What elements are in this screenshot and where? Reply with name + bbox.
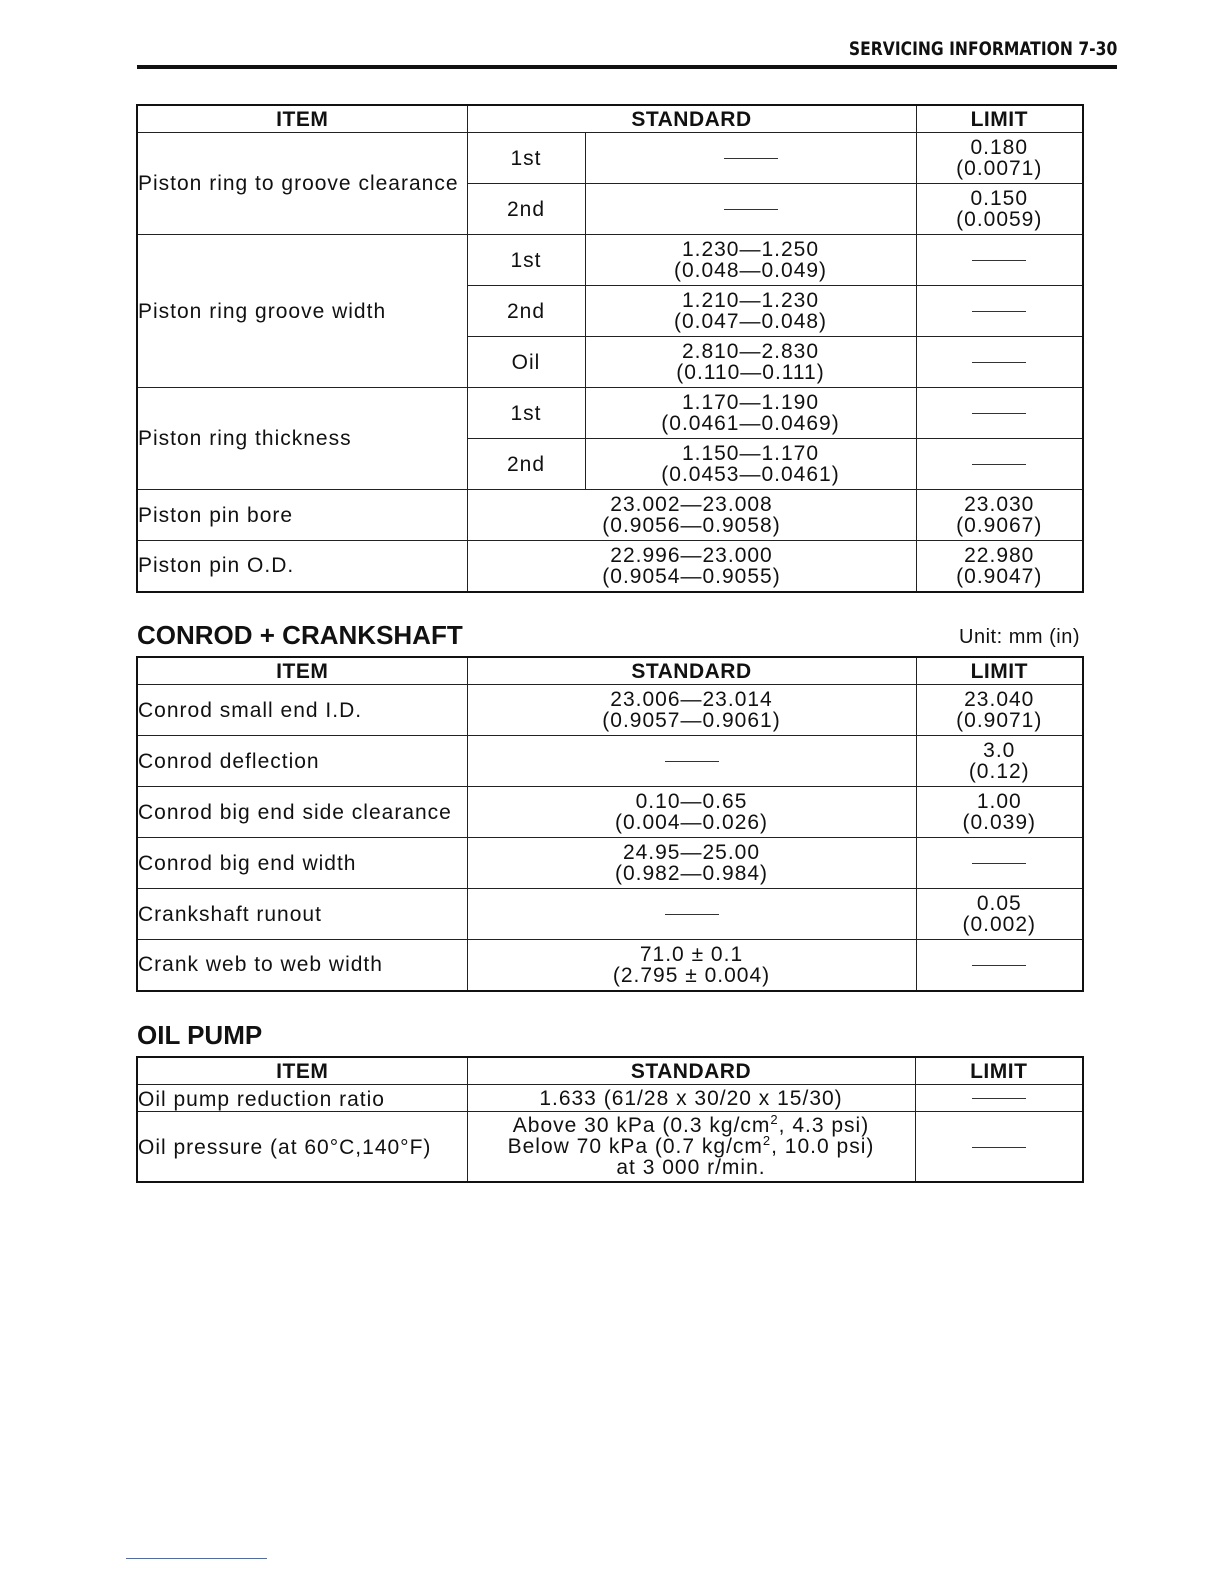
dash-mark — [972, 413, 1026, 414]
limit-cell — [916, 133, 1083, 184]
item-cell: Piston ring to groove clearance — [137, 133, 467, 235]
limit-cell — [916, 889, 1083, 940]
dash-mark — [665, 914, 719, 915]
dash-mark — [972, 1098, 1026, 1099]
dash-mark — [972, 362, 1026, 363]
value-line: 71.0 ± 0.1 — [639, 942, 744, 966]
sub-cell: 2nd — [467, 184, 585, 235]
standard-cell — [467, 685, 916, 736]
value-line: 0.05 — [976, 892, 1022, 915]
value-line: (0.0059) — [956, 208, 1043, 231]
oil-pump-table — [136, 1056, 1084, 1183]
value-line: (0.004—0.026) — [614, 811, 769, 834]
value-text: , 4.3 psi) — [778, 1114, 870, 1137]
item-cell: Conrod small end I.D. — [137, 685, 467, 736]
dash-mark — [972, 311, 1026, 312]
sub-cell: Oil — [467, 337, 585, 388]
limit-cell — [916, 838, 1083, 889]
item-cell: Piston ring groove width — [137, 235, 467, 388]
limit-cell — [916, 388, 1083, 439]
value-line: 1.210—1.230 — [681, 289, 820, 312]
value-line: (0.110—0.111) — [676, 361, 825, 384]
value-line: 0.10—0.65 — [635, 790, 748, 813]
sub-cell: 1st — [467, 235, 585, 286]
value-line: 2.810—2.830 — [681, 340, 820, 363]
header-standard: STANDARD — [467, 657, 916, 685]
limit-cell — [915, 1085, 1083, 1112]
standard-cell — [467, 490, 916, 541]
value-line: 0.150 — [970, 187, 1029, 210]
page-header-title: SERVICING INFORMATION 7-30 — [848, 38, 1117, 60]
item-cell: Piston pin bore — [137, 490, 467, 541]
table-row — [137, 1085, 1083, 1112]
footer-link-underline — [126, 1558, 267, 1559]
value-line: (0.9057—0.9061) — [602, 709, 781, 732]
dash-mark — [972, 260, 1026, 261]
table-row — [137, 235, 1083, 286]
item-cell: Piston pin O.D. — [137, 541, 467, 592]
item-cell: Conrod deflection — [137, 736, 467, 787]
value-line: (0.982—0.984) — [614, 862, 769, 885]
superscript: 2 — [762, 1133, 772, 1148]
standard-cell — [585, 388, 916, 439]
limit-cell — [916, 787, 1083, 838]
value-line: (0.047—0.048) — [673, 310, 828, 333]
header-standard: STANDARD — [467, 105, 916, 133]
item-cell: Conrod big end width — [137, 838, 467, 889]
value-line: 1.633 (61/28 x 30/20 x 15/30) — [539, 1087, 843, 1110]
limit-cell — [916, 184, 1083, 235]
item-cell: Oil pressure (at 60°C,140°F) — [137, 1112, 467, 1182]
table-row — [137, 685, 1083, 736]
standard-cell — [585, 133, 916, 184]
limit-cell — [916, 685, 1083, 736]
table-row — [137, 889, 1083, 940]
value-text: Above 30 kPa (0.3 kg/cm — [512, 1114, 771, 1137]
limit-cell — [916, 490, 1083, 541]
value-line: 24.95—25.00 — [622, 841, 761, 864]
value-line: (0.0453—0.0461) — [661, 463, 840, 486]
table-row — [137, 838, 1083, 889]
value-line: (0.9054—0.9055) — [602, 564, 781, 588]
page-header — [137, 38, 1117, 64]
value-line — [468, 1133, 915, 1158]
sub-cell: 1st — [467, 133, 585, 184]
unit-label: Unit: mm (in) — [959, 626, 1080, 648]
value-line: (0.039) — [962, 811, 1037, 834]
limit-cell — [915, 1112, 1083, 1182]
value-line: 1.00 — [976, 790, 1022, 813]
header-item: ITEM — [137, 657, 467, 685]
header-limit: LIMIT — [916, 657, 1083, 685]
standard-cell — [467, 940, 916, 991]
dash-mark — [972, 863, 1026, 864]
table-header-row — [137, 657, 1083, 685]
value-line: (0.12) — [968, 760, 1030, 783]
value-line: 22.980 — [964, 543, 1035, 567]
table-row — [137, 940, 1083, 991]
value-line: 1.230—1.250 — [681, 238, 820, 261]
limit-cell — [916, 541, 1083, 592]
dash-mark — [665, 761, 719, 762]
item-cell: Crank web to web width — [137, 940, 467, 991]
table-row — [137, 541, 1083, 592]
table-row — [137, 490, 1083, 541]
sub-cell: 1st — [467, 388, 585, 439]
value-line: 0.180 — [970, 136, 1029, 159]
section-title-oil-pump: OIL PUMP — [137, 1020, 263, 1050]
value-text: at 3 000 r/min. — [616, 1156, 766, 1179]
standard-cell — [467, 838, 916, 889]
value-line: (0.0461—0.0469) — [661, 412, 840, 435]
value-line: (0.0071) — [956, 157, 1043, 180]
table-header-row — [137, 105, 1083, 133]
value-line: (0.002) — [962, 913, 1037, 936]
value-line: (0.9047) — [956, 564, 1043, 588]
table-row — [137, 133, 1083, 184]
limit-cell — [916, 736, 1083, 787]
section-title-conrod: CONROD + CRANKSHAFT — [137, 620, 463, 650]
value-line: (0.9067) — [956, 514, 1043, 537]
header-item: ITEM — [137, 1057, 467, 1085]
piston-spec-table — [136, 104, 1084, 593]
header-limit: LIMIT — [916, 105, 1083, 133]
value-line: (2.795 ± 0.004) — [612, 963, 771, 987]
value-line: 1.150—1.170 — [681, 442, 820, 465]
value-text: , 10.0 psi) — [771, 1135, 875, 1158]
dash-mark — [724, 158, 778, 159]
value-text: Below 70 kPa (0.7 kg/cm — [507, 1135, 763, 1158]
standard-cell — [585, 439, 916, 490]
value-line: 1.170—1.190 — [681, 391, 820, 414]
standard-cell — [467, 541, 916, 592]
standard-cell — [585, 184, 916, 235]
standard-cell — [467, 787, 916, 838]
standard-cell — [585, 235, 916, 286]
value-line: 23.006—23.014 — [610, 688, 773, 711]
header-item: ITEM — [137, 105, 467, 133]
item-cell: Oil pump reduction ratio — [137, 1085, 467, 1112]
dash-mark — [972, 1147, 1026, 1148]
limit-cell — [916, 286, 1083, 337]
item-cell: Conrod big end side clearance — [137, 787, 467, 838]
value-line: 23.040 — [964, 688, 1035, 711]
item-cell: Piston ring thickness — [137, 388, 467, 490]
value-line — [468, 1157, 915, 1178]
item-cell: Crankshaft runout — [137, 889, 467, 940]
table-header-row — [137, 1057, 1083, 1085]
header-limit: LIMIT — [915, 1057, 1083, 1085]
limit-cell — [916, 940, 1083, 991]
table-row — [137, 388, 1083, 439]
value-line — [468, 1112, 915, 1137]
table-row — [137, 1112, 1083, 1182]
dash-mark — [972, 965, 1026, 966]
standard-cell — [467, 889, 916, 940]
limit-cell — [916, 439, 1083, 490]
value-line: (0.9056—0.9058) — [602, 514, 781, 537]
sub-cell: 2nd — [467, 286, 585, 337]
value-line: 23.030 — [964, 493, 1035, 516]
dash-mark — [972, 464, 1026, 465]
superscript: 2 — [770, 1112, 779, 1127]
table-row — [137, 787, 1083, 838]
value-line: 22.996—23.000 — [610, 543, 773, 567]
standard-cell — [467, 736, 916, 787]
limit-cell — [916, 337, 1083, 388]
value-line: (0.9071) — [956, 709, 1043, 732]
header-rule — [137, 65, 1117, 69]
value-line: 23.002—23.008 — [610, 493, 773, 516]
standard-cell — [467, 1112, 915, 1182]
sub-cell: 2nd — [467, 439, 585, 490]
standard-cell — [467, 1085, 915, 1112]
value-line: (0.048—0.049) — [673, 259, 828, 282]
header-standard: STANDARD — [467, 1057, 915, 1085]
standard-cell — [585, 286, 916, 337]
standard-cell — [585, 337, 916, 388]
limit-cell — [916, 235, 1083, 286]
dash-mark — [724, 209, 778, 210]
conrod-crankshaft-table — [136, 656, 1084, 992]
table-row — [137, 736, 1083, 787]
value-line: 3.0 — [983, 739, 1016, 762]
